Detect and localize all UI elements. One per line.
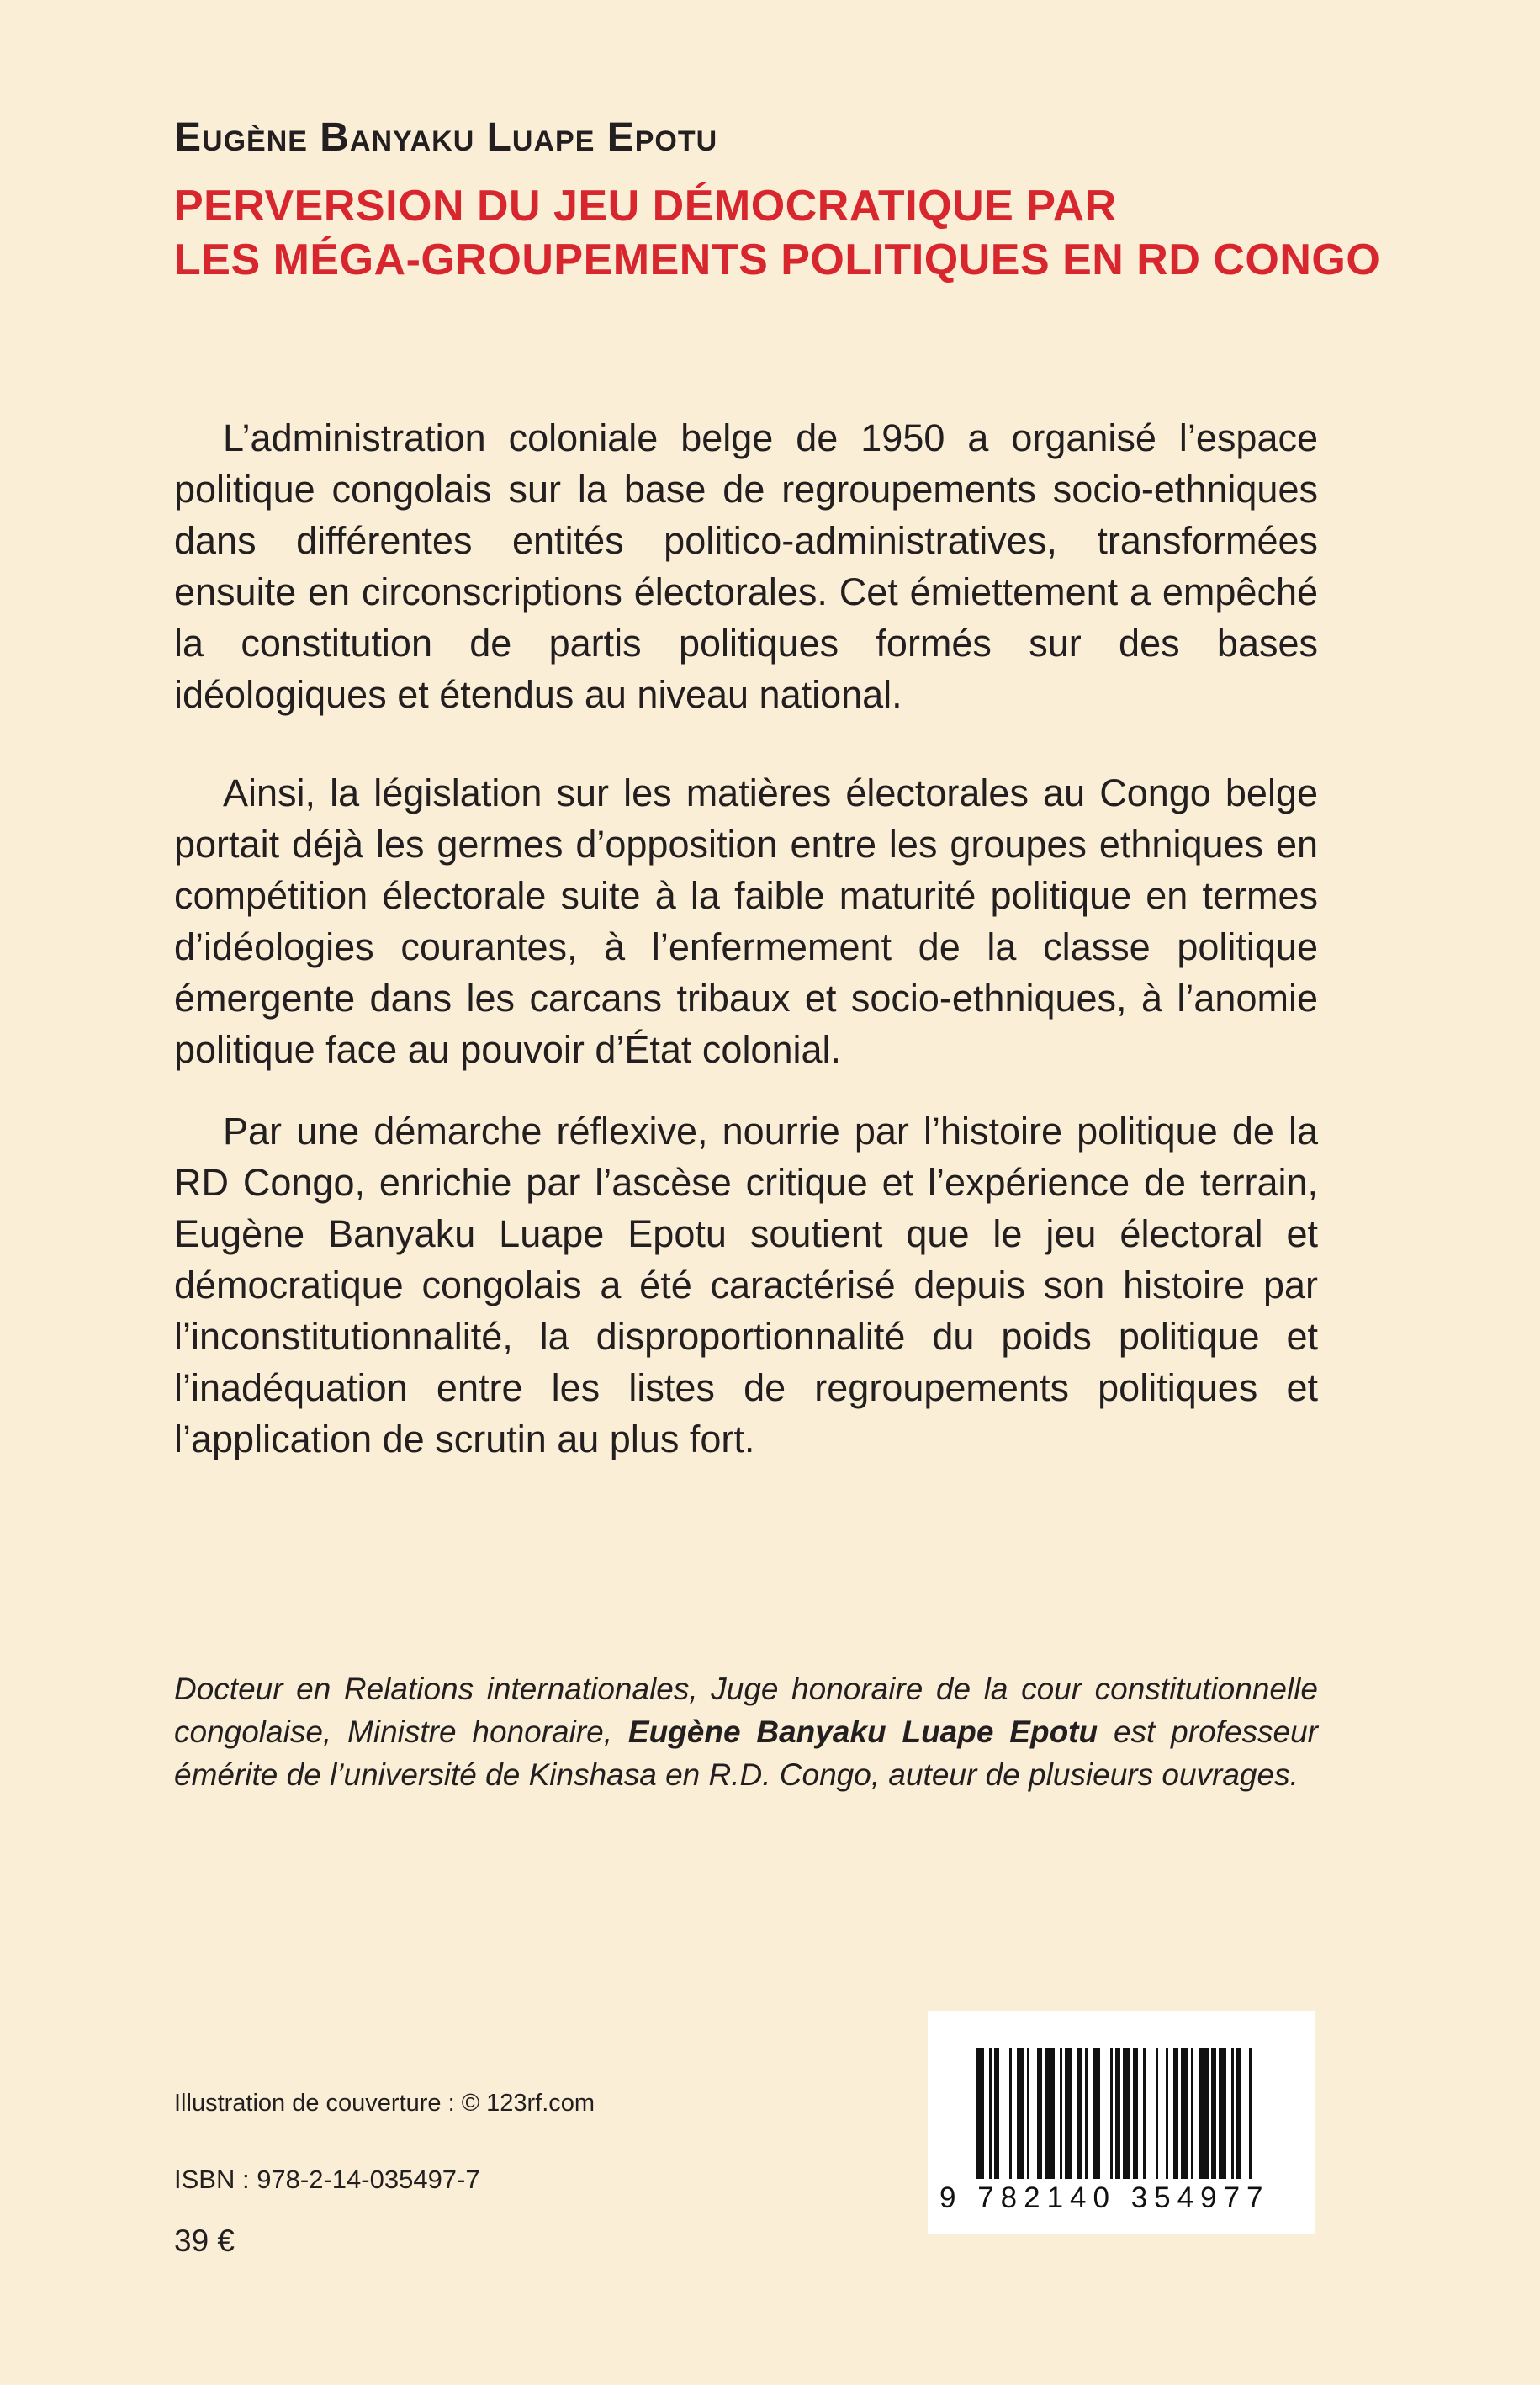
book-title-line-2: LES MÉGA-GROUPEMENTS POLITIQUES EN RD CONGO bbox=[174, 236, 1381, 284]
barcode-digits: 9 782140 354977 bbox=[939, 2181, 1270, 2214]
synopsis-paragraph-2: Ainsi, la législation sur les matières électorales au Congo belge portait déjà les germes d’opposition entre les groupes ethniques en compétition électorale suite à la faible maturité politique en termes d’idéologies courantes, à l’enfermement de la classe politique émergente dans les carcans tribaux et socio-ethniques, à l’anomie politique face au pouvoir d’État colonial. bbox=[174, 771, 1318, 1071]
author-name: Eugène Banyaku Luape Epotu bbox=[174, 115, 718, 160]
author-bio bbox=[174, 1667, 1318, 1796]
synopsis-paragraph-3: Par une démarche réflexive, nourrie par l’histoire politique de la RD Congo, enrichie par l’ascèse critique et l’expérience de terrain, Eugène Banyaku Luape Epotu soutient que le jeu électoral et démocratique congolais a été caractérisé depuis son histoire par l’inconstitutionnalité, la disproportionnalité du poids politique et l’inadéquation entre les listes de regroupements politiques et l’application de scrutin au plus fort. bbox=[174, 1110, 1318, 1460]
book-title-line-1: PERVERSION DU JEU DÉMOCRATIQUE PAR bbox=[174, 182, 1117, 231]
author-bio-name: Eugène Banyaku Luape Epotu bbox=[627, 1715, 1098, 1749]
price: 39 € bbox=[174, 2223, 235, 2258]
author-bio-rest: est professeur émérite de l’université de Kinshasa en R.D. Congo, auteur de plusieurs ouvrages. bbox=[174, 1715, 1318, 1792]
isbn: ISBN : 978-2-14-035497-7 bbox=[174, 2165, 480, 2194]
synopsis-paragraph-1: L’administration coloniale belge de 1950 a organisé l’espace politique congolais sur la base de regroupements socio-ethniques dans différentes entités politico-administratives, transformées ensuite en circonscriptions électorales. Cet émiettement a empêché la constitution de partis politiques formés sur des bases idéologiques et étendus au niveau national. bbox=[174, 416, 1318, 716]
cover-illustration-credit: Illustration de couverture : © 123rf.com bbox=[174, 2090, 595, 2117]
author-bio-intro: Docteur en Relations internationales, Juge honoraire de la cour constitutionnelle congolaise, Ministre honoraire, bbox=[174, 1672, 1318, 1749]
book-title bbox=[174, 179, 1394, 287]
barcode bbox=[928, 2011, 1315, 2234]
